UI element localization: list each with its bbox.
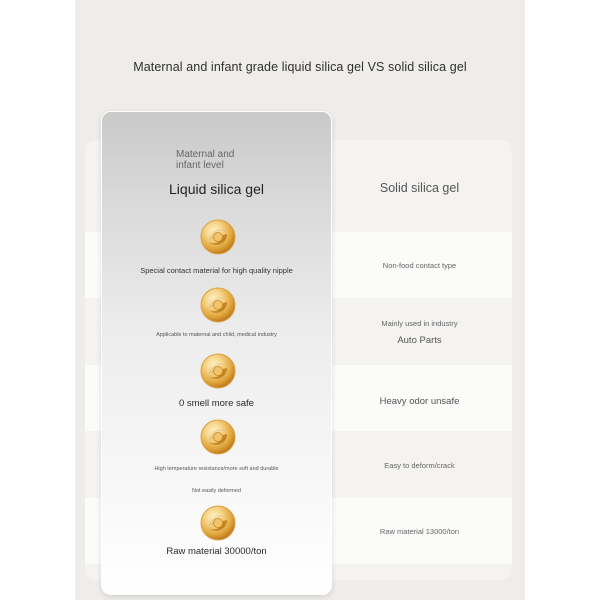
liquid-row-5: Raw material 30000/ton [166,546,267,557]
gold-coin-icon [199,504,237,542]
solid-row-1: Non-food contact type [382,261,457,270]
solid-silica-title: Solid silica gel [379,181,460,195]
gold-coin-icon [199,352,237,390]
liquid-row-2: Applicable to maternal and child, medical industry [156,332,277,338]
liquid-row-1: Special contact material for high quality nipple [140,266,293,275]
liquid-row-4b: Not easily deformed [192,488,241,494]
gold-coin-icon [199,218,237,256]
gold-coin-icon [199,286,237,324]
solid-row-5: Raw material 13000/ton [379,527,460,536]
liquid-silica-title: Liquid silica gel [169,181,264,197]
gold-coin-icon [199,418,237,456]
solid-row-4: Easy to deform/crack [384,461,455,470]
liquid-row-4a: High temperature resistance/more soft and durable [154,466,279,472]
page-headline: Maternal and infant grade liquid silica gel VS solid silica gel [133,60,467,74]
solid-row-2a: Mainly used in industry [381,319,458,328]
card-subtitle-line1: Maternal and [176,149,235,160]
card-subtitle [176,149,266,171]
liquid-row-3: 0 smell more safe [179,398,254,409]
card-subtitle-line2: infant level [176,160,224,171]
solid-row-3: Heavy odor unsafe [379,396,460,407]
solid-row-2b: Auto Parts [397,335,442,346]
